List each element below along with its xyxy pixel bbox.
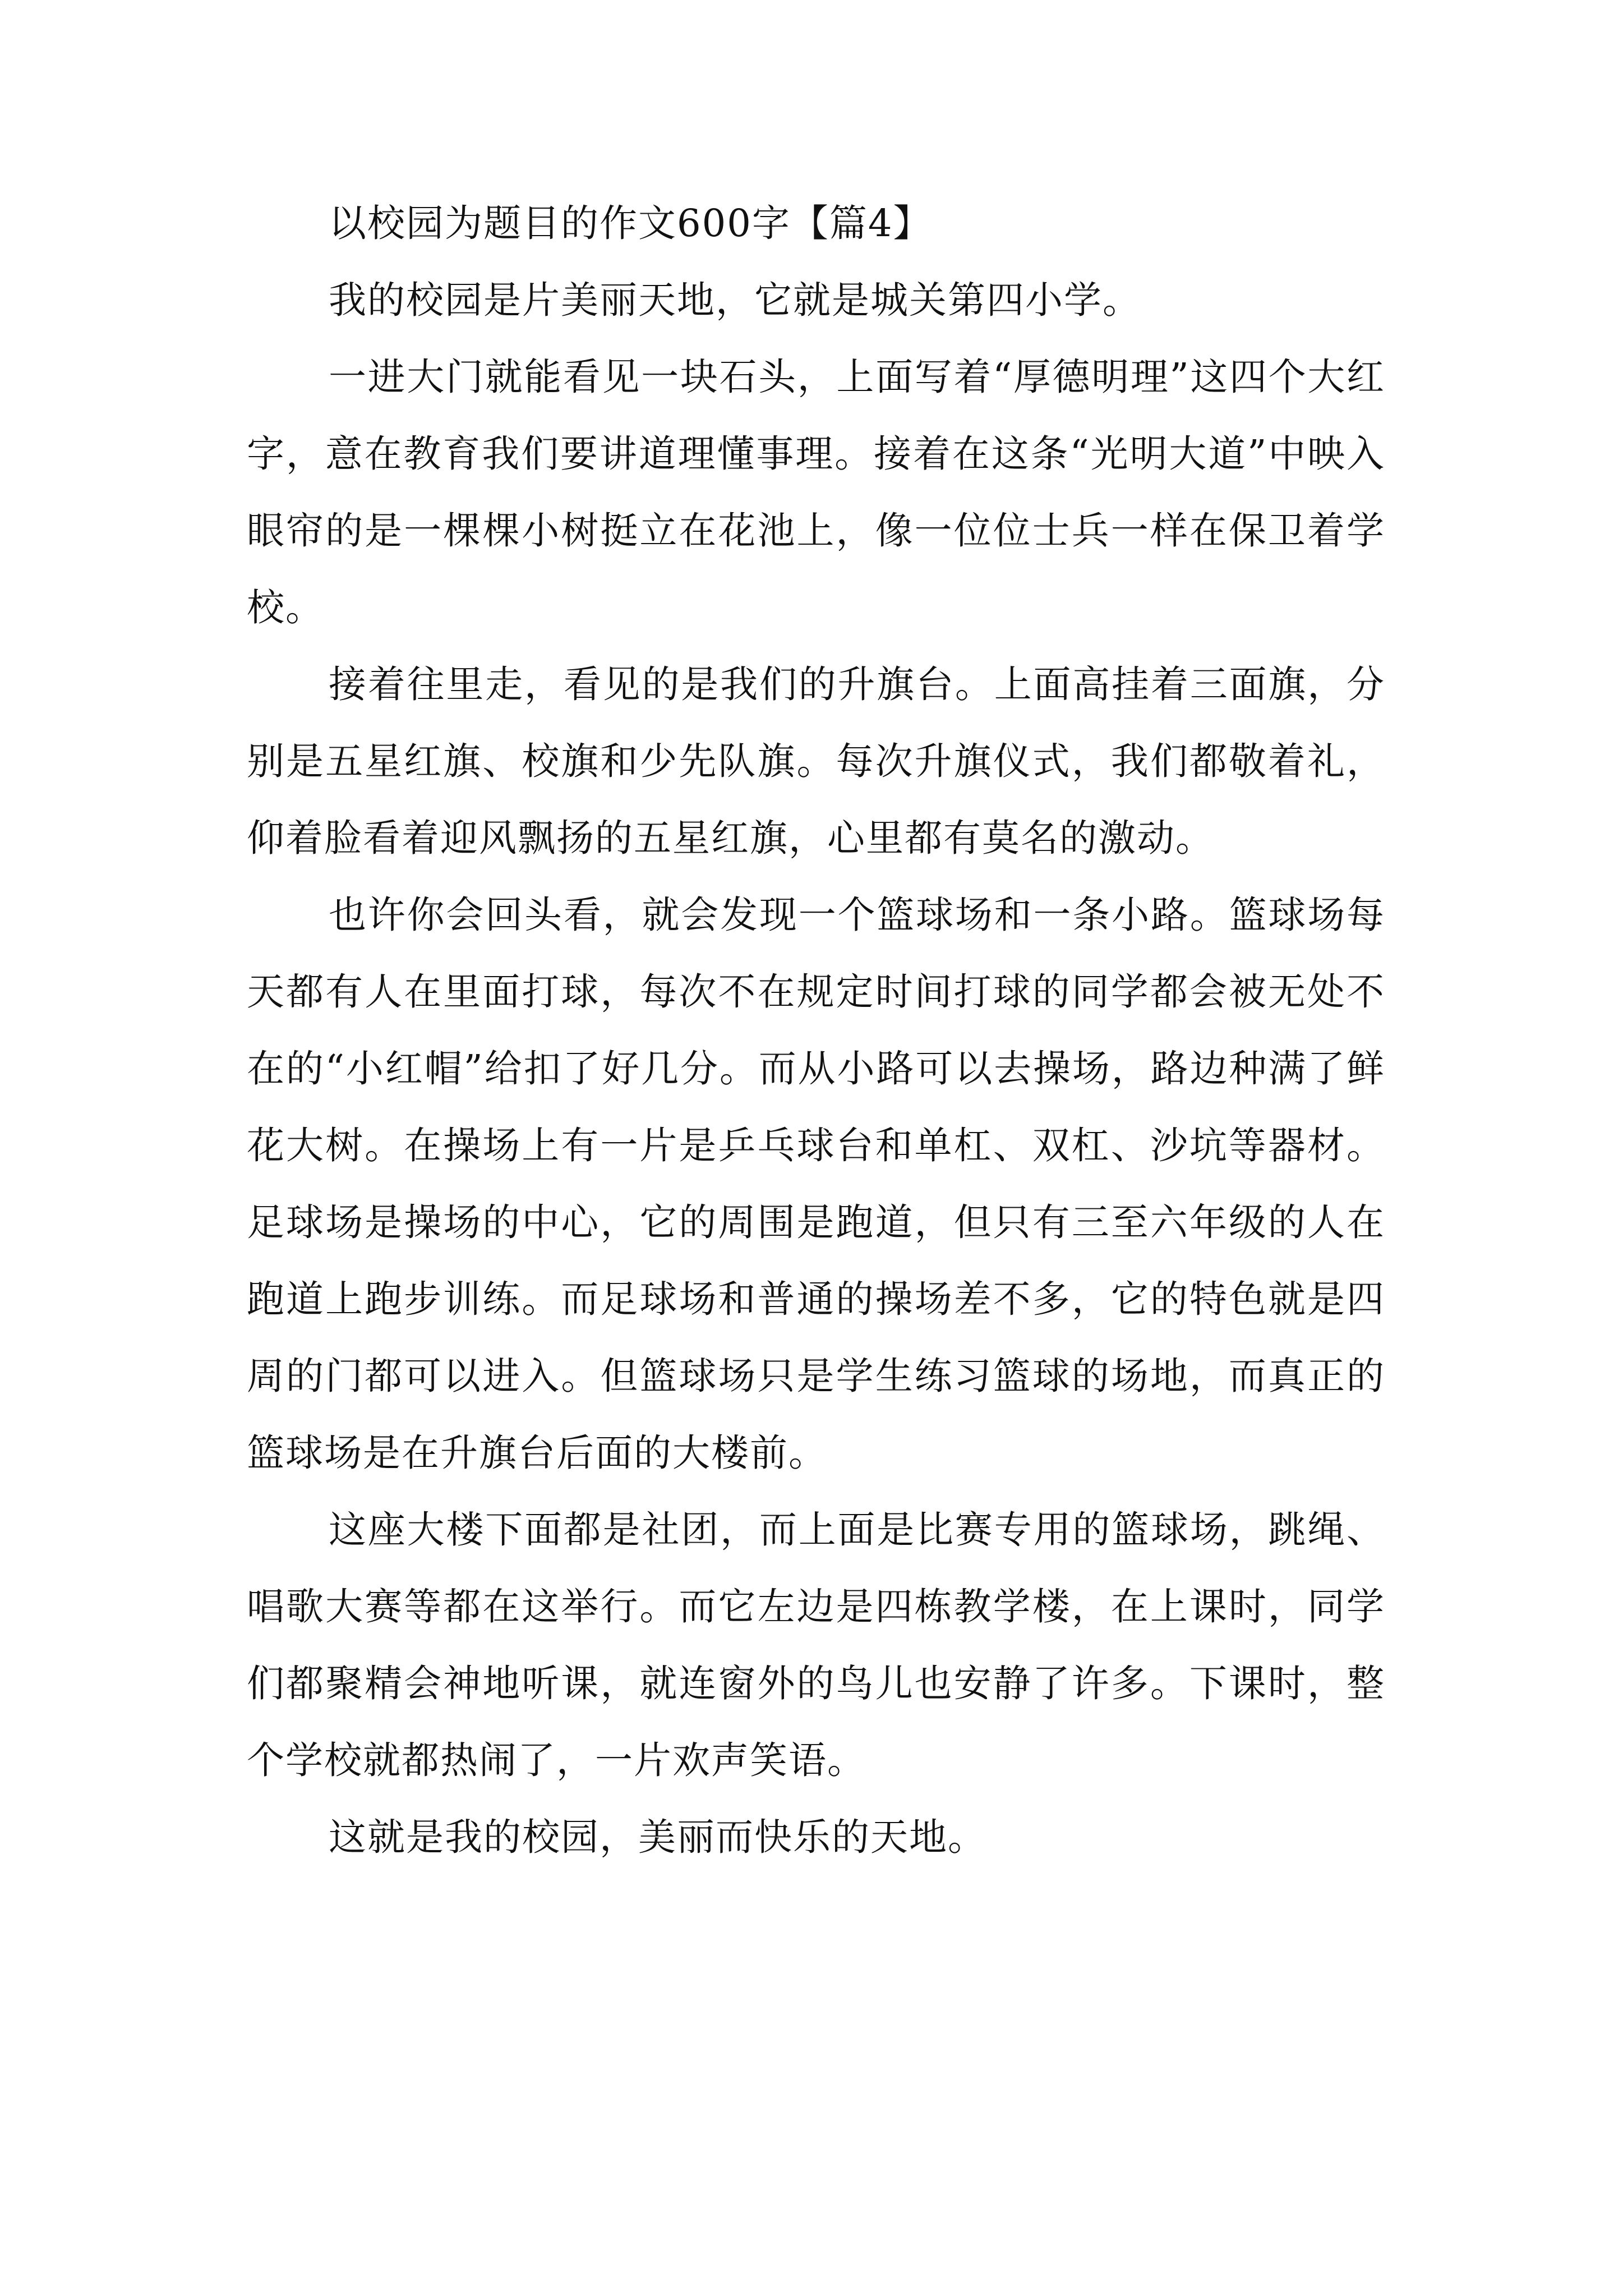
essay-title: 以校园为题目的作文600字【篇4】	[329, 201, 932, 245]
paragraph-3: 接着往里走，看见的是我们的升旗台。上面高挂着三面旗，分别是五星红旗、校旗和少先队旗。每次升旗仪式，我们都敬着礼，仰着脸看着迎风飘扬的五星红旗，心里都有莫名的激动。	[247, 662, 1385, 860]
paragraph-4: 也许你会回头看，就会发现一个篮球场和一条小路。篮球场每天都有人在里面打球，每次不在规定时间打球的同学都会被无处不在的“小红帽”给扣了好几分。而从小路可以去操场，路边种满了鲜花大树。在操场上有一片是乒乓球台和单杠、双杠、沙坑等器材。足球场是操场的中心，它的周围是跑道，但只有三至六年级的人在跑道上跑步训练。而足球场和普通的操场差不多，它的特色就是四周的门都可以进入。但篮球场只是学生练习篮球的场地，而真正的篮球场是在升旗台后面的大楼前。	[247, 893, 1385, 1475]
paragraph-5: 这座大楼下面都是社团，而上面是比赛专用的篮球场，跳绳、唱歌大赛等都在这举行。而它左边是四栋教学楼，在上课时，同学们都聚精会神地听课，就连窗外的鸟儿也安静了许多。下课时，整个学校就都热闹了，一片欢声笑语。	[247, 1508, 1385, 1782]
paragraph-2: 一进大门就能看见一块石头，上面写着“厚德明理”这四个大红字，意在教育我们要讲道理懂事理。接着在这条“光明大道”中映入眼帘的是一棵棵小树挺立在花池上，像一位位士兵一样在保卫着学校。	[247, 355, 1385, 629]
paragraph-6: 这就是我的校园，美丽而快乐的天地。	[329, 1815, 986, 1859]
document-body	[247, 185, 1385, 1876]
paragraph-1: 我的校园是片美丽天地，它就是城关第四小学。	[329, 278, 1141, 322]
